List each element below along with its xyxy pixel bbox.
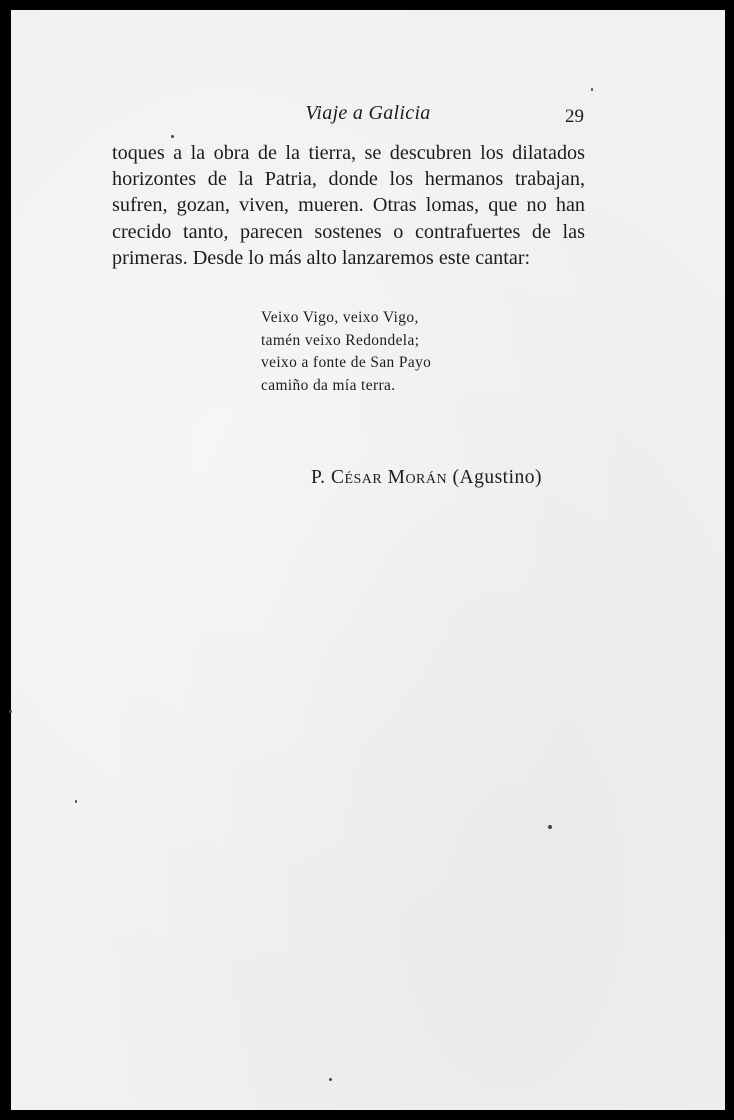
signature-prefix: P. [311,467,326,488]
paragraph: toques a la obra de la tierra, se descubren los dilatados horizontes de la Patria, donde los hermanos trabajan, sufren, gozan, viven, mueren. Otras lomas, que no han crecido tanto, parecen sostenes o contrafuertes de las primeras. Desde lo más alto lanzaremos este cantar: [112,142,585,269]
scan-speck [329,1078,332,1081]
author-signature [311,467,542,489]
page-number: 29 [565,106,584,127]
poem-line: tamén veixo Redondela; [261,331,420,349]
scan-speck [171,135,174,138]
poem-stanza [261,307,431,397]
scan-speck [591,88,593,91]
running-title: Viaje a Galicia [305,102,431,124]
book-page [11,10,725,1110]
poem-line: Veixo Vigo, veixo Vigo, [261,309,419,326]
scan-speck [75,800,77,803]
poem-line: camiño da mía terra. [261,376,396,394]
scan-speck [9,710,12,713]
author-affiliation: (Agustino) [452,467,542,488]
scan-speck [548,825,552,829]
poem-line: veixo a fonte de San Payo [261,354,432,371]
body-text [112,140,585,271]
author-name: César Morán [330,467,448,488]
